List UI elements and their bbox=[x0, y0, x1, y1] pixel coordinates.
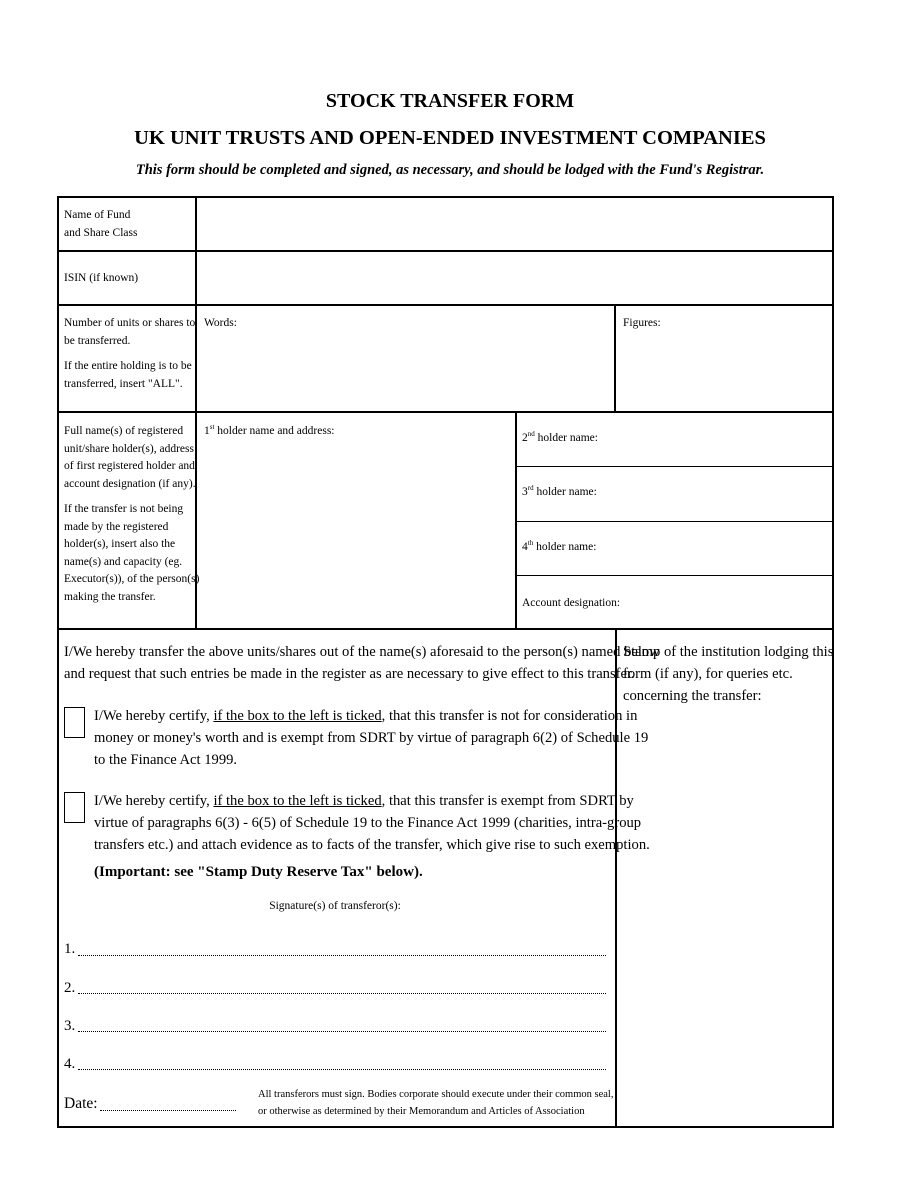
fund-name-field[interactable] bbox=[198, 199, 830, 249]
holder-row-divider bbox=[515, 575, 833, 576]
holder4-field[interactable] bbox=[598, 523, 830, 574]
fund-label-line: Name of Fund bbox=[64, 209, 131, 221]
stamp-area[interactable] bbox=[618, 712, 830, 1124]
units-label-line: Number of units or shares to bbox=[64, 317, 196, 329]
account-designation-field[interactable] bbox=[618, 577, 830, 627]
holders-label-line: account designation (if any). bbox=[64, 477, 196, 490]
date-field[interactable] bbox=[100, 1110, 236, 1111]
holder-row-divider bbox=[515, 521, 833, 522]
holders-note-line: made by the registered bbox=[64, 520, 169, 533]
holders-note-line: making the transfer. bbox=[64, 590, 156, 603]
signature-number: 1. bbox=[64, 941, 76, 957]
declaration-line: and request that such entries be made in the register as are necessary to give effect to this transfer. bbox=[64, 666, 635, 682]
certification-line: money or money's worth and is exempt from SDRT by virtue of paragraph 6(2) of Schedule 19 bbox=[94, 730, 649, 746]
stamp-label-line: concerning the transfer: bbox=[623, 688, 762, 704]
figures-column-divider bbox=[614, 304, 616, 413]
holder3-field[interactable] bbox=[598, 468, 830, 520]
holders-note-line: holder(s), insert also the bbox=[64, 538, 176, 550]
figures-field[interactable] bbox=[617, 307, 830, 410]
signature-line-1[interactable] bbox=[78, 955, 606, 956]
holders-label-line: of first registered holder and bbox=[64, 460, 195, 472]
row-divider bbox=[57, 250, 834, 252]
holder1-label: 1st holder name and address: bbox=[204, 423, 335, 437]
declaration-line: I/We hereby transfer the above units/shares out of the name(s) aforesaid to the person(s) named below bbox=[64, 644, 660, 660]
certification-1: I/We hereby certify, if the box to the left is ticked, that this transfer is not for consideration in money or money's worth and is exempt from SDRT by virtue of paragraph 6(2) of Schedule 19 to the Finance Act 1999. bbox=[94, 705, 612, 771]
table-left-border bbox=[57, 196, 59, 1128]
form-subtitle: UK UNIT TRUSTS AND OPEN-ENDED INVESTMENT COMPANIES bbox=[134, 127, 766, 149]
important-note: (Important: see "Stamp Duty Reserve Tax" below). bbox=[94, 864, 423, 880]
stamp-label bbox=[623, 641, 834, 707]
isin-label: ISIN (if known) bbox=[64, 272, 139, 284]
row-divider bbox=[57, 304, 834, 306]
units-label-line: If the entire holding is to be bbox=[64, 360, 192, 372]
form-title: STOCK TRANSFER FORM bbox=[325, 90, 575, 112]
transfer-declaration bbox=[64, 641, 660, 685]
note-line: All transferors must sign. Bodies corporate should execute under their common seal, bbox=[258, 1089, 614, 1100]
stamp-column-divider bbox=[615, 628, 617, 1128]
fund-label bbox=[64, 207, 137, 242]
holders-note-line: Executor(s)), of the person(s) bbox=[64, 573, 200, 585]
units-label-line: transferred, insert "ALL". bbox=[64, 377, 183, 390]
isin-field[interactable] bbox=[198, 253, 830, 303]
date-label: Date: bbox=[64, 1095, 98, 1112]
signature-number: 4. bbox=[64, 1056, 76, 1072]
holders-label-line: Full name(s) of registered bbox=[64, 425, 184, 437]
signature-line-2[interactable] bbox=[78, 993, 606, 994]
stamp-label-line: form (if any), for queries etc. bbox=[623, 666, 793, 682]
note-line: or otherwise as determined by their Memorandum and Articles of Association bbox=[258, 1106, 585, 1117]
holder4-label: 4th holder name: bbox=[522, 539, 597, 553]
stamp-label-line: Stamp of the institution lodging this bbox=[623, 644, 834, 660]
holders-label bbox=[64, 423, 199, 606]
table-bottom-border bbox=[57, 1126, 834, 1128]
holders-label-line: unit/share holder(s), address bbox=[64, 442, 194, 455]
signature-number: 2. bbox=[64, 980, 76, 996]
form-instruction: This form should be completed and signed, as necessary, and should be lodged with the Fund's Registrar. bbox=[135, 162, 765, 178]
words-label: Words: bbox=[204, 317, 237, 329]
certification-line: to the Finance Act 1999. bbox=[94, 752, 238, 768]
holder3-label: 3rd holder name: bbox=[522, 484, 597, 498]
figures-label: Figures: bbox=[623, 317, 661, 329]
table-top-border bbox=[57, 196, 834, 198]
sdrt-exemption-checkbox[interactable] bbox=[64, 792, 85, 823]
units-label bbox=[64, 315, 195, 393]
holder2-label: 2nd holder name: bbox=[522, 430, 598, 444]
account-designation-label: Account designation: bbox=[522, 597, 621, 609]
holders-note-line: name(s) and capacity (eg. bbox=[64, 555, 183, 568]
table-right-border bbox=[832, 196, 834, 1128]
transferor-signing-note bbox=[258, 1086, 614, 1120]
units-label-line: be transferred. bbox=[64, 334, 131, 347]
sdrt-not-for-consideration-checkbox[interactable] bbox=[64, 707, 85, 738]
fund-label-line: and Share Class bbox=[64, 226, 138, 239]
row-divider bbox=[57, 411, 834, 413]
holder1-field[interactable] bbox=[198, 414, 513, 628]
holder-row-divider bbox=[515, 466, 833, 467]
signature-line-3[interactable] bbox=[78, 1031, 606, 1032]
row-divider bbox=[57, 628, 834, 630]
signatures-label: Signature(s) of transferor(s): bbox=[269, 900, 401, 912]
holders-note-line: If the transfer is not being bbox=[64, 503, 184, 515]
holder2-field[interactable] bbox=[598, 414, 830, 465]
words-field[interactable] bbox=[198, 307, 613, 410]
certification-line: virtue of paragraphs 6(3) - 6(5) of Schedule 19 to the Finance Act 1999 (charities, intra-group bbox=[94, 815, 642, 831]
signature-line-4[interactable] bbox=[78, 1069, 606, 1070]
signature-number: 3. bbox=[64, 1018, 76, 1034]
certification-2: I/We hereby certify, if the box to the left is ticked, that this transfer is exempt from SDRT by virtue of paragraphs 6(3) - 6(5) of Schedule 19 to the Finance Act 1999 (charities, intra-group transfers etc.) and attach evidence as to facts of the transfer, which give rise to such exemption. bbox=[94, 790, 612, 856]
certification-line: transfers etc.) and attach evidence as to facts of the transfer, which give rise to such exemption. bbox=[94, 837, 650, 853]
